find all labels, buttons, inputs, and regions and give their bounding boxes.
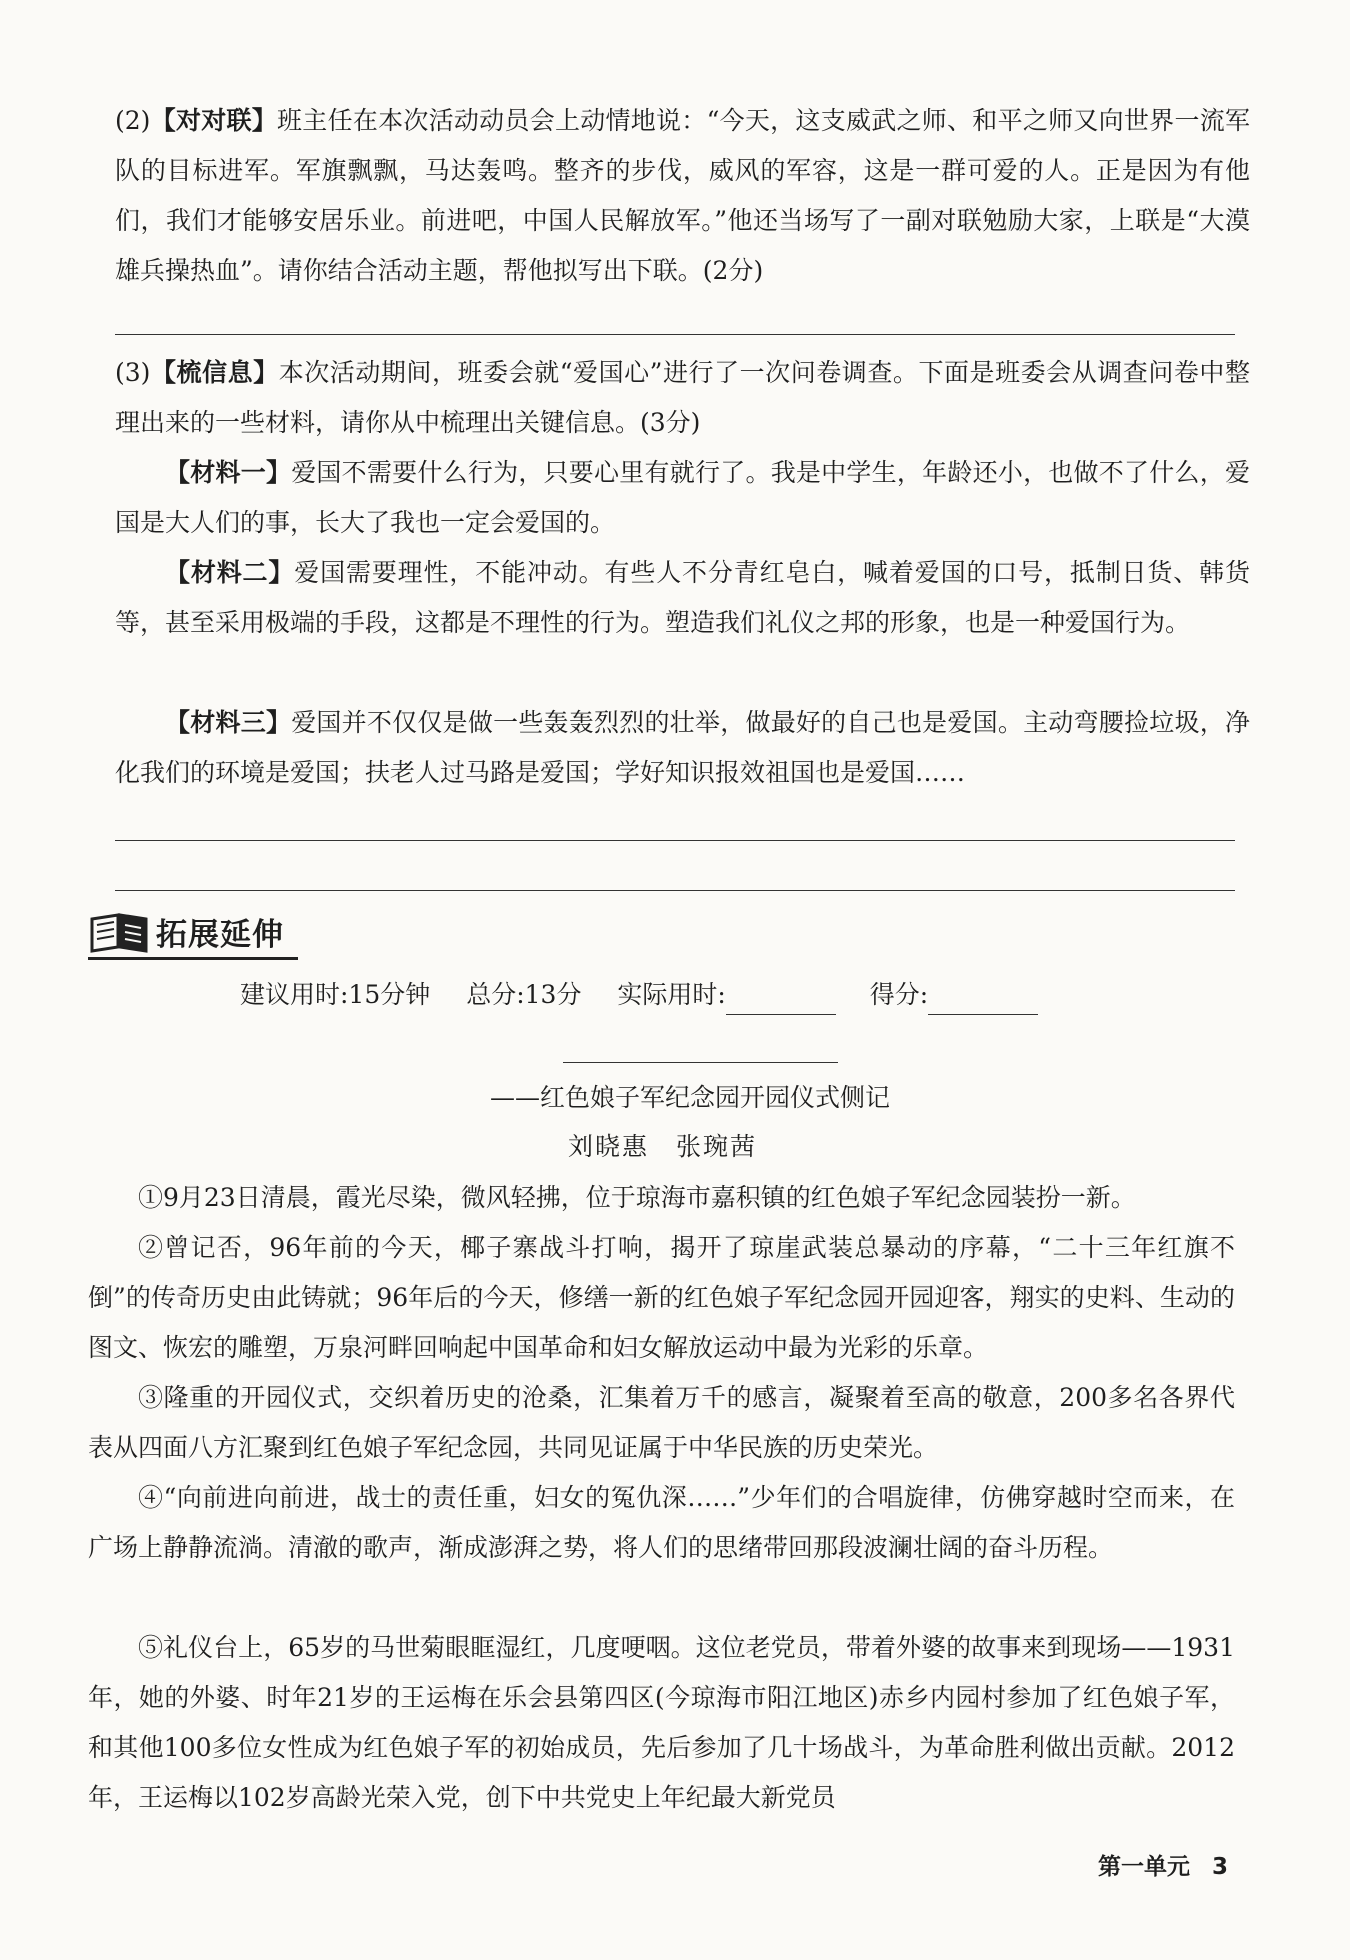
page-footer <box>1098 1848 1228 1881</box>
section-title: 拓展延伸 <box>156 917 284 953</box>
total-score: 总分:13分 <box>466 980 582 1009</box>
section-header <box>88 905 328 963</box>
page-number: 3 <box>1211 1854 1228 1880</box>
material-3 <box>115 698 1250 798</box>
material-1 <box>115 448 1250 548</box>
material-2-tag: 【材料二】 <box>165 558 295 587</box>
actual-time-field[interactable] <box>726 988 836 1015</box>
question-2 <box>115 96 1250 296</box>
answer-line-q3-1[interactable] <box>115 840 1235 841</box>
question-3-label: (3) <box>115 358 151 387</box>
question-3-tag: 【梳信息】 <box>150 358 279 387</box>
question-2-tag: 【对对联】 <box>150 106 278 135</box>
actual-time-label: 实际用时: <box>617 980 726 1009</box>
article-paragraph-5: ⑤礼仪台上，65岁的马世菊眼眶湿红，几度哽咽。这位老党员，带着外婆的故事来到现场——1931年，她的外婆、时年21岁的王运梅在乐会县第四区(今琼海市阳江地区)赤乡内园村参加了红色娘子军，和其他100多位女性成为红色娘子军的初始成员，先后参加了几十场战斗，为革命胜利做出贡献。2012年，王运梅以102岁高龄光荣入党，创下中共党史上年纪最大新党员 <box>88 1633 1235 1812</box>
question-2-text: 班主任在本次活动动员会上动情地说：“今天，这支威武之师、和平之师又向世界一流军队的目标进军。军旗飘飘，马达轰鸣。整齐的步伐，威风的军容，这是一群可爱的人。正是因为有他们，我们才能够安居乐业。前进吧，中国人民解放军。”他还当场写了一副对联勉励大家，上联是“大漠雄兵操热血”。请你结合活动主题，帮他拟写出下联。(2分) <box>115 106 1250 285</box>
answer-line-q2[interactable] <box>115 334 1235 335</box>
score-field[interactable] <box>928 988 1038 1015</box>
article-subtitle: ——红色娘子军纪念园开园仪式侧记 <box>490 1083 891 1112</box>
material-3-tag: 【材料三】 <box>165 708 292 737</box>
material-3-text: 爱国并不仅仅是做一些轰轰烈烈的壮举，做最好的自己也是爱国。主动弯腰捡垃圾，净化我们的环境是爱国；扶老人过马路是爱国；学好知识报效祖国也是爱国…… <box>115 708 1250 787</box>
article-paragraph-2: ②曾记否，96年前的今天，椰子寨战斗打响，揭开了琼崖武装总暴动的序幕，“二十三年红旗不倒”的传奇历史由此铸就；96年后的今天，修缮一新的红色娘子军纪念园开园迎客，翔实的史料、生动的图文、恢宏的雕塑，万泉河畔回响起中国革命和妇女解放运动中最为光彩的乐章。 <box>88 1233 1235 1362</box>
question-2-label: (2) <box>115 106 151 135</box>
book-icon <box>88 909 150 953</box>
article-authors: 刘晓惠 张琬茜 <box>568 1132 758 1161</box>
suggested-time: 建议用时:15分钟 <box>240 980 431 1009</box>
material-2-text: 爱国需要理性，不能冲动。有些人不分青红皂白，喊着爱国的口号，抵制日货、韩货等，甚至采用极端的手段，这都是不理性的行为。塑造我们礼仪之邦的形象，也是一种爱国行为。 <box>115 558 1250 637</box>
question-3 <box>115 348 1250 448</box>
info-row <box>240 975 1064 1015</box>
answer-line-q3-2[interactable] <box>115 890 1235 891</box>
section-underline <box>88 957 298 960</box>
article-paragraph-4: ④“向前进向前进，战士的责任重，妇女的冤仇深……”少年们的合唱旋律，仿佛穿越时空而来，在广场上静静流淌。清澈的歌声，渐成澎湃之势，将人们的思绪带回那段波澜壮阔的奋斗历程。 <box>88 1483 1235 1562</box>
article-title-blank[interactable] <box>563 1062 838 1063</box>
material-1-text: 爱国不需要什么行为，只要心里有就行了。我是中学生，年龄还小，也做不了什么，爱国是大人们的事，长大了我也一定会爱国的。 <box>115 458 1250 537</box>
article-paragraph-1: ①9月23日清晨，霞光尽染，微风轻拂，位于琼海市嘉积镇的红色娘子军纪念园装扮一新。 <box>138 1183 1136 1212</box>
article-paragraph-3: ③隆重的开园仪式，交织着历史的沧桑，汇集着万千的感言，凝聚着至高的敬意，200多名各界代表从四面八方汇聚到红色娘子军纪念园，共同见证属于中华民族的历史荣光。 <box>88 1383 1235 1462</box>
score-label: 得分: <box>869 980 929 1009</box>
material-1-tag: 【材料一】 <box>165 458 292 487</box>
question-3-text: 本次活动期间，班委会就“爱国心”进行了一次问卷调查。下面是班委会从调查问卷中整理出来的一些材料，请你从中梳理出关键信息。(3分) <box>115 358 1250 437</box>
material-2 <box>115 548 1250 648</box>
footer-unit: 第一单元 <box>1097 1854 1190 1880</box>
